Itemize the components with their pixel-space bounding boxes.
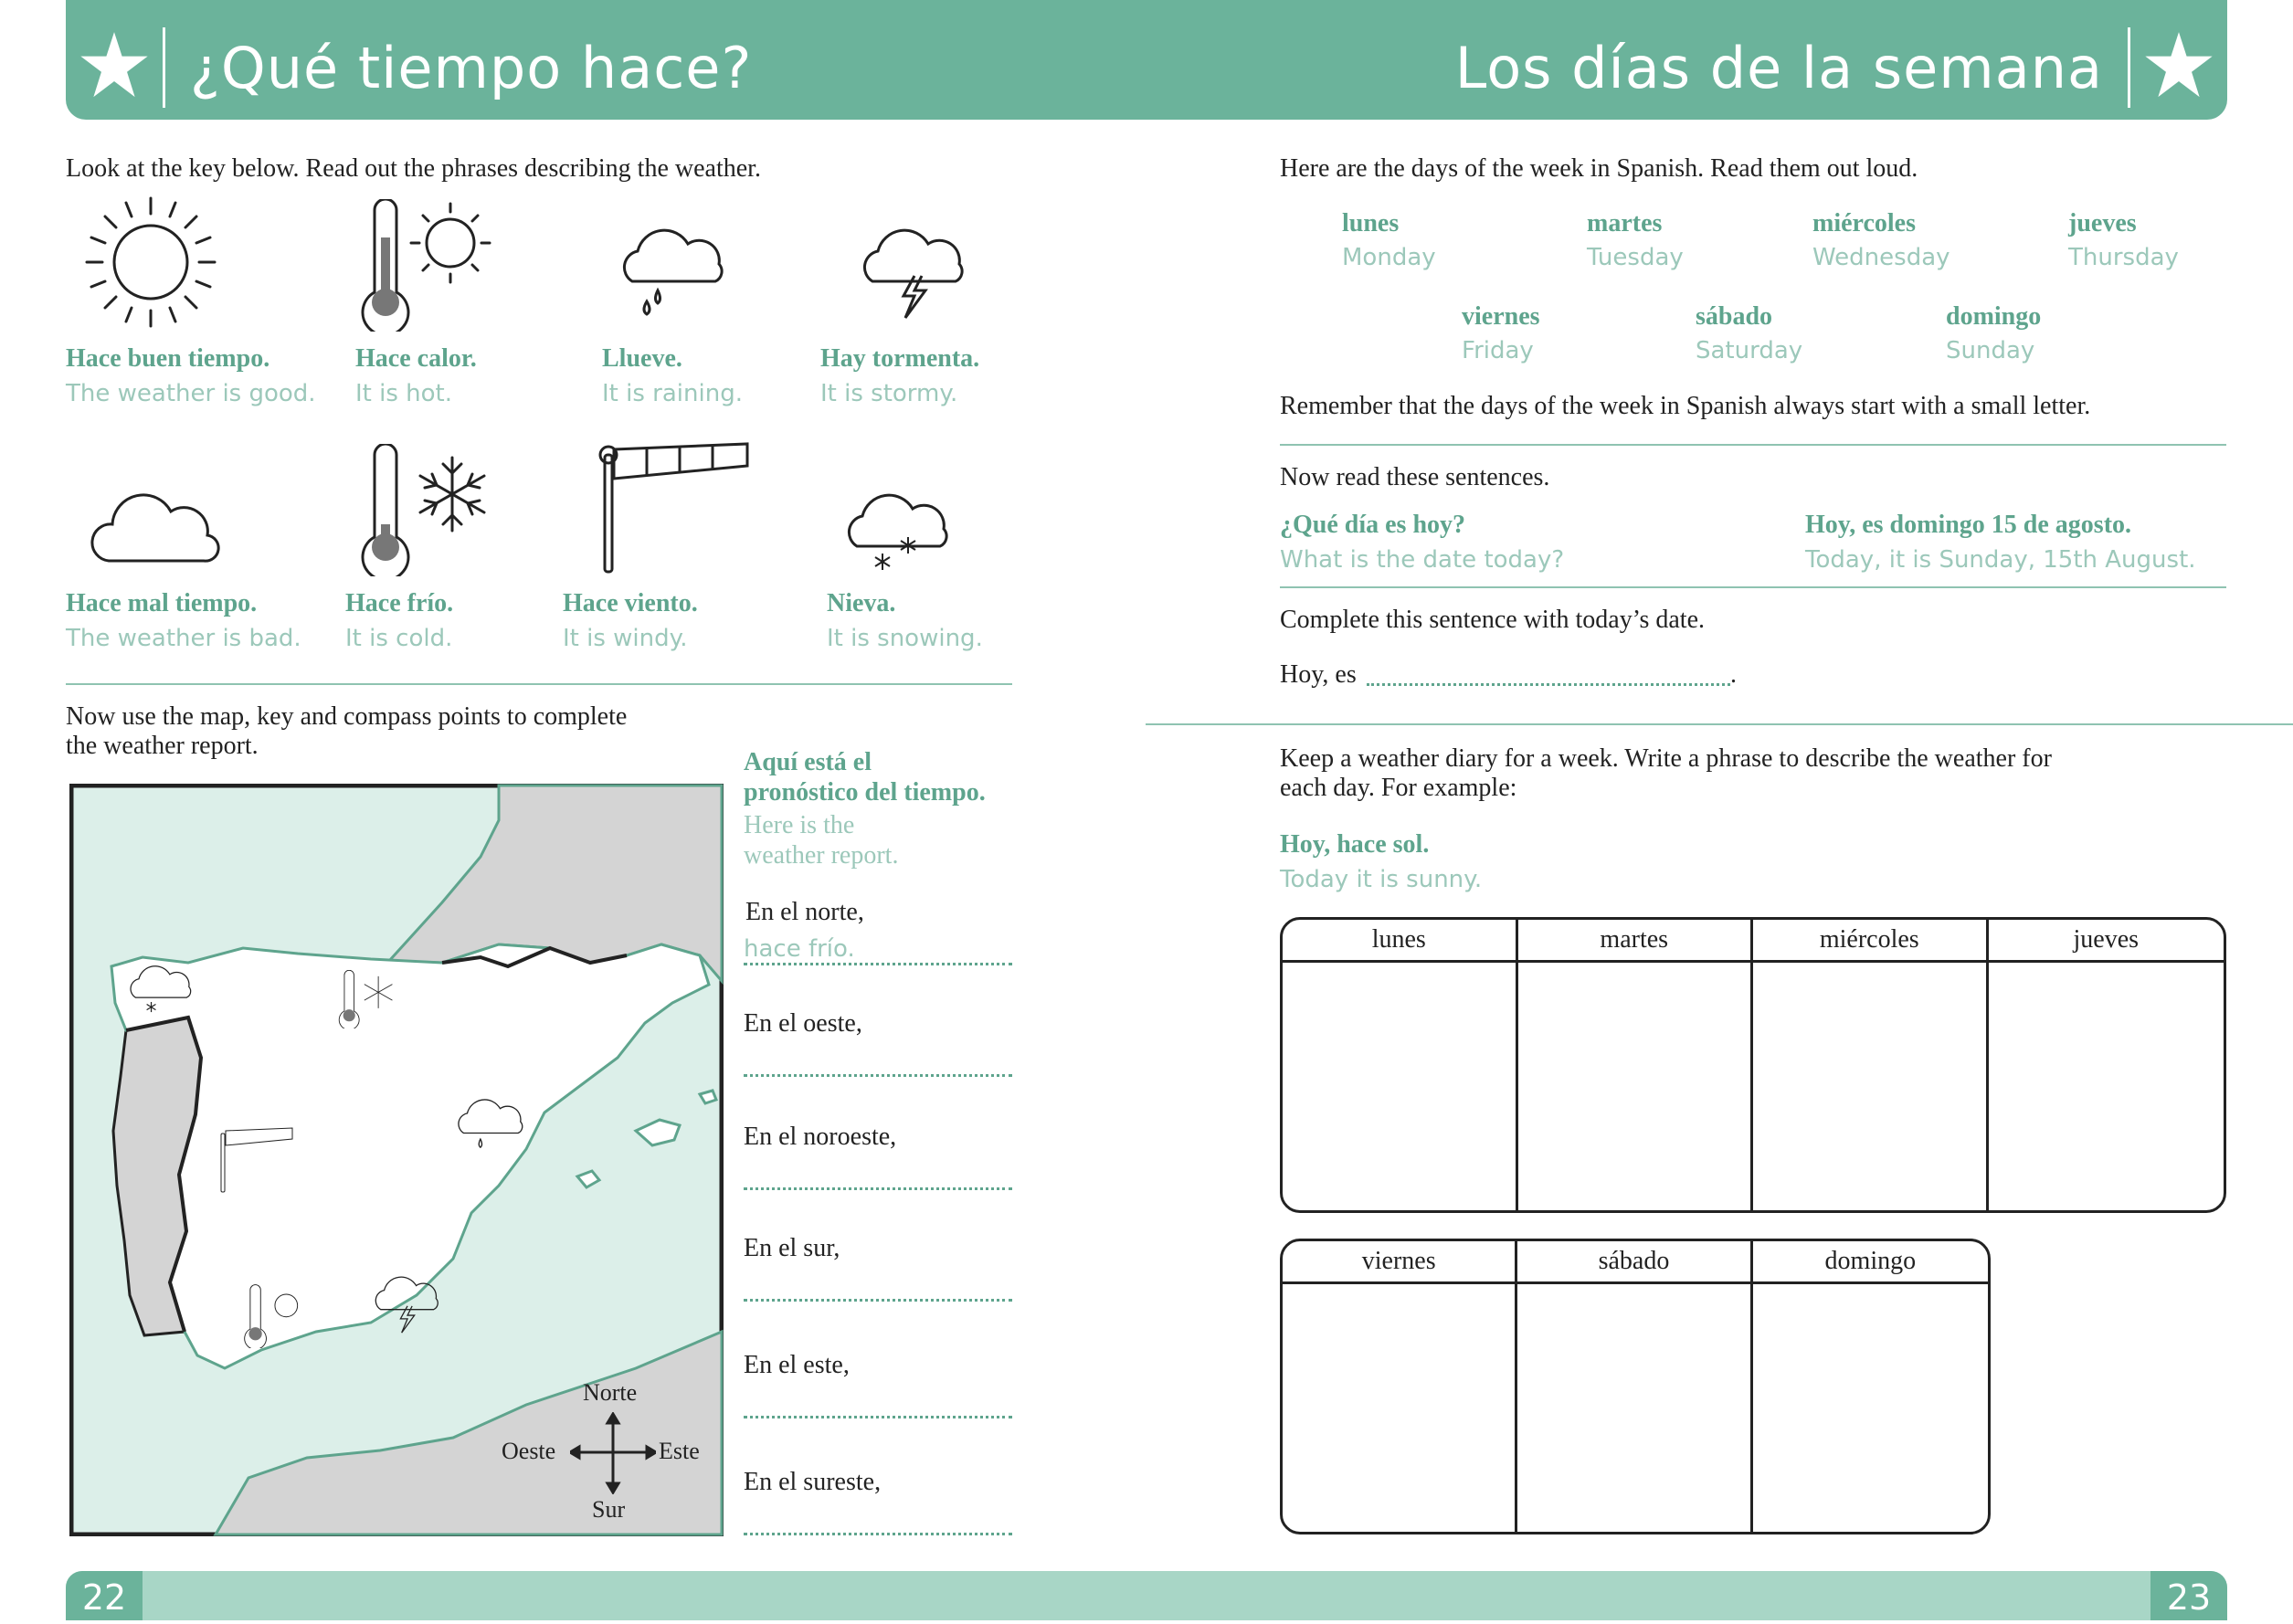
key-phrase-en: It is windy. xyxy=(563,625,688,652)
remember-note: Remember that the days of the week in Spanish always start with a small letter. xyxy=(1280,392,2091,420)
report-label-south: En el sur, xyxy=(744,1234,840,1262)
compass-north: Norte xyxy=(583,1379,638,1406)
day-en: Wednesday xyxy=(1812,244,1950,271)
day-es: domingo xyxy=(1946,302,2042,331)
read-sentences: Now read these sentences. xyxy=(1280,463,1550,491)
report-label-north: En el norte, xyxy=(745,898,864,926)
example-en: Today it is sunny. xyxy=(1280,866,1483,893)
question-es: ¿Qué día es hoy? xyxy=(1280,511,1466,539)
diary-day-header: viernes xyxy=(1283,1241,1517,1284)
rain-cloud-icon xyxy=(614,219,733,320)
answer-line[interactable] xyxy=(744,1299,1012,1302)
page-number-right: 23 xyxy=(2150,1571,2227,1620)
cloud-icon xyxy=(87,482,224,566)
key-phrase-es: Hace buen tiempo. xyxy=(66,344,270,373)
diary-entry-cell[interactable] xyxy=(1753,963,1989,1210)
date-answer-line[interactable] xyxy=(1367,683,1730,686)
day-en: Sunday xyxy=(1946,337,2035,364)
section-divider xyxy=(1280,586,2226,588)
page-number-left: 22 xyxy=(66,1571,143,1620)
header-banner xyxy=(66,0,2227,120)
day-en: Saturday xyxy=(1696,337,1803,364)
answer-en: Today, it is Sunday, 15th August. xyxy=(1805,546,2196,574)
question-en: What is the date today? xyxy=(1280,546,1565,574)
snow-cloud-icon xyxy=(839,484,957,575)
answer-line[interactable] xyxy=(744,1074,1012,1077)
storm-cloud-icon xyxy=(369,1270,448,1337)
key-phrase-en: The weather is bad. xyxy=(66,625,301,652)
key-phrase-en: It is stormy. xyxy=(820,380,958,407)
weather-diary-table xyxy=(1280,1239,1991,1534)
diary-entry-cell[interactable] xyxy=(1753,1284,1988,1532)
diary-day-header: domingo xyxy=(1753,1241,1988,1284)
report-title: Aquí está el xyxy=(744,748,872,776)
key-phrase-en: The weather is good. xyxy=(66,380,316,407)
answer-line[interactable] xyxy=(744,1533,1012,1535)
page-title-left: ¿Qué tiempo hace? xyxy=(190,35,753,101)
key-phrase-es: Nieva. xyxy=(827,589,896,617)
answer-line[interactable] xyxy=(744,1416,1012,1418)
day-es: viernes xyxy=(1462,302,1540,331)
answer-line[interactable] xyxy=(744,963,1012,965)
thermometer-hot-icon xyxy=(239,1284,309,1348)
diary-instruction: each day. For example: xyxy=(1280,774,1517,802)
key-phrase-es: Hace mal tiempo. xyxy=(66,589,258,617)
diary-entry-cell[interactable] xyxy=(1518,963,1754,1210)
thermometer-hot-icon xyxy=(352,199,498,332)
diary-day-header: lunes xyxy=(1283,920,1518,963)
report-title-en: Here is the xyxy=(744,811,855,839)
key-phrase-en: It is cold. xyxy=(345,625,453,652)
key-phrase-es: Llueve. xyxy=(602,344,682,373)
report-label-east: En el este, xyxy=(744,1351,850,1379)
days-instruction: Here are the days of the week in Spanish. Read them out loud. xyxy=(1280,154,1918,183)
key-phrase-es: Hace viento. xyxy=(563,589,698,617)
map-instruction: Now use the map, key and compass points to complete xyxy=(66,702,628,731)
report-label-west: En el oeste, xyxy=(744,1009,862,1038)
report-answer-north: hace frío. xyxy=(744,935,855,963)
thermometer-cold-icon xyxy=(334,970,398,1028)
key-instruction: Look at the key below. Read out the phrases describing the weather. xyxy=(66,154,761,183)
hoy-es-label: Hoy, es xyxy=(1280,660,1357,689)
header-divider xyxy=(163,27,165,108)
star-icon xyxy=(79,29,150,100)
compass-west: Oeste xyxy=(502,1438,556,1464)
rain-cloud-icon xyxy=(451,1092,530,1158)
sun-icon xyxy=(82,194,219,331)
windsock-icon xyxy=(594,438,758,575)
answer-es: Hoy, es domingo 15 de agosto. xyxy=(1805,511,2132,539)
report-label-northwest: En el noroeste, xyxy=(744,1123,897,1151)
complete-instruction: Complete this sentence with today’s date. xyxy=(1280,606,1706,634)
day-es: lunes xyxy=(1342,209,1400,237)
snow-cloud-icon xyxy=(124,959,197,1016)
section-divider xyxy=(66,683,1012,685)
key-phrase-en: It is snowing. xyxy=(827,625,983,652)
answer-line[interactable] xyxy=(744,1187,1012,1190)
day-es: martes xyxy=(1587,209,1663,237)
thermometer-cold-icon xyxy=(352,444,498,576)
day-es: jueves xyxy=(2068,209,2137,237)
key-phrase-en: It is hot. xyxy=(355,380,453,407)
report-title: pronóstico del tiempo. xyxy=(744,778,986,807)
footer-bar xyxy=(66,1571,2227,1620)
diary-entry-cell[interactable] xyxy=(1283,1284,1517,1532)
diary-day-header: sábado xyxy=(1517,1241,1752,1284)
diary-day-header: miércoles xyxy=(1753,920,1989,963)
day-en: Monday xyxy=(1342,244,1436,271)
key-phrase-es: Hace calor. xyxy=(355,344,477,373)
report-label-southeast: En el sureste, xyxy=(744,1468,882,1496)
diary-entry-cell[interactable] xyxy=(1283,963,1518,1210)
diary-instruction: Keep a weather diary for a week. Write a phrase to describe the weather for xyxy=(1280,744,2052,773)
page-title-right: Los días de la semana xyxy=(1454,35,2103,101)
windsock-icon xyxy=(216,1125,298,1194)
compass-arrows-icon xyxy=(570,1412,656,1494)
key-phrase-en: It is raining. xyxy=(602,380,743,407)
day-es: miércoles xyxy=(1812,209,1916,237)
storm-cloud-icon xyxy=(854,219,977,324)
weather-diary-table xyxy=(1280,917,2226,1213)
day-en: Friday xyxy=(1462,337,1534,364)
diary-day-header: martes xyxy=(1518,920,1754,963)
compass-south: Sur xyxy=(592,1496,626,1523)
star-icon xyxy=(2143,29,2214,100)
day-en: Tuesday xyxy=(1587,244,1684,271)
header-divider xyxy=(2128,27,2130,108)
map-instruction: the weather report. xyxy=(66,732,259,760)
key-phrase-es: Hace frío. xyxy=(345,589,454,617)
diary-entry-cell[interactable] xyxy=(1517,1284,1752,1532)
report-title-en: weather report. xyxy=(744,841,899,870)
example-es: Hoy, hace sol. xyxy=(1280,830,1430,859)
section-divider xyxy=(1280,444,2226,446)
diary-entry-cell[interactable] xyxy=(1989,963,2224,1210)
day-en: Thursday xyxy=(2068,244,2179,271)
day-es: sábado xyxy=(1696,302,1773,331)
compass-east: Este xyxy=(659,1438,700,1464)
diary-day-header: jueves xyxy=(1989,920,2224,963)
hoy-es-period: . xyxy=(1730,660,1737,689)
key-phrase-es: Hay tormenta. xyxy=(820,344,980,373)
section-divider xyxy=(1146,723,2293,725)
